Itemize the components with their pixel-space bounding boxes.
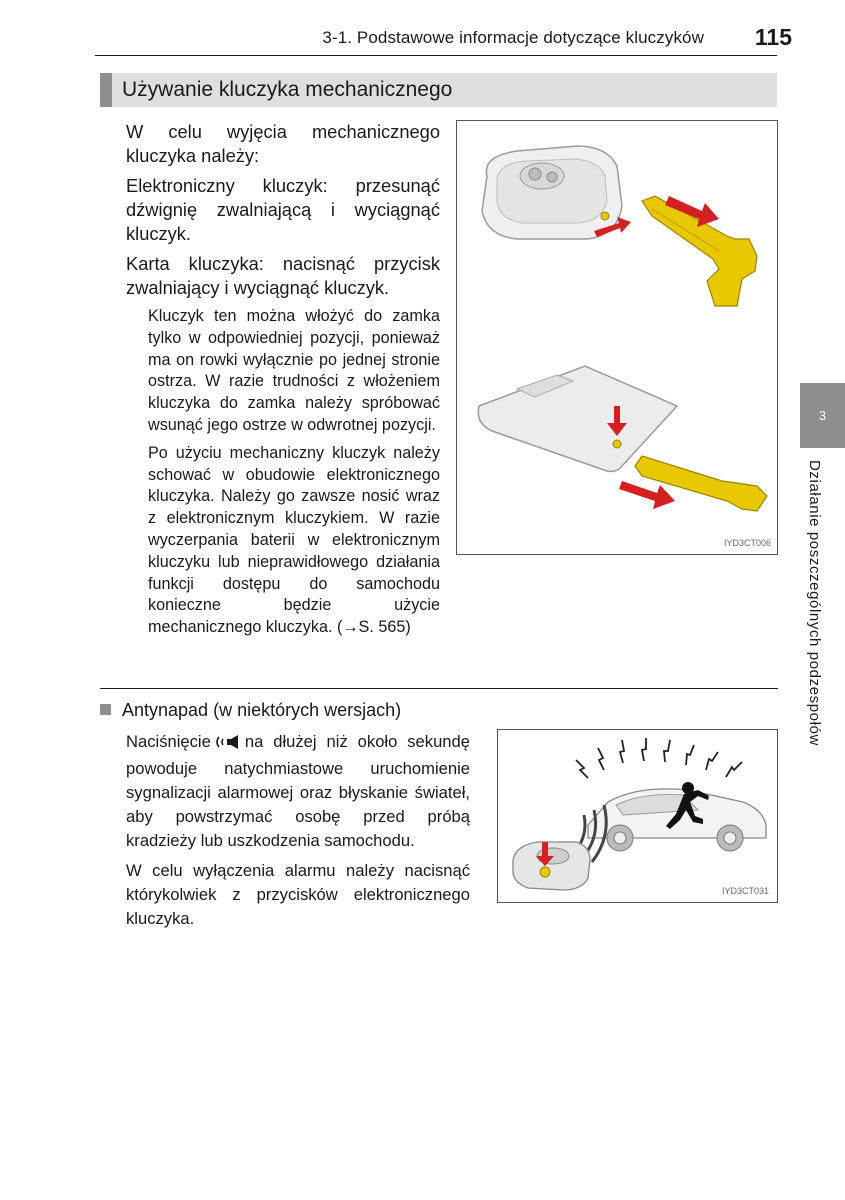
chapter-header-title: 3-1. Podstawowe informacje dotyczące kluczyków xyxy=(322,28,704,47)
subsection-heading-text: Antynapad (w niektórych wersjach) xyxy=(122,700,402,720)
body-paragraph: Karta kluczyka: nacisnąć przycisk zwalniający i wyciągnąć kluczyk. xyxy=(126,253,440,298)
key-card xyxy=(478,366,677,471)
page-number: 115 xyxy=(754,24,792,50)
pull-out-arrow-icon xyxy=(619,481,675,509)
subsection-paragraph: W celu wyłączenia alarmu należy nacisnąć którykolwiek z przycisków elektronicznego kluczyka. xyxy=(126,861,470,928)
mechanical-key-figure xyxy=(456,120,778,555)
electronic-key-fob xyxy=(482,146,622,239)
body-paragraph: W celu wyjęcia mechanicznego kluczyka należy: xyxy=(126,121,440,166)
square-bullet-icon xyxy=(100,704,111,715)
panic-alarm-illustration xyxy=(498,730,777,902)
alarm-signal-icon xyxy=(576,738,742,778)
note-paragraph: Kluczyk ten można włożyć do zamka tylko w odpowiedniej pozycji, ponieważ ma on rowki wyłącznie po jednej stronie ostrza. W razie trudności z włożeniem kluczyka do zamka należy spróbować wsunąć jego ostrze w odwrotnej pozycji. xyxy=(148,307,440,434)
subsection-heading xyxy=(100,700,480,721)
header-rule xyxy=(95,55,777,56)
section-divider xyxy=(100,688,778,689)
section-heading: Używanie kluczyka mechanicznego xyxy=(100,73,777,107)
chapter-side-label: Działanie poszczególnych podzespołów xyxy=(806,460,823,746)
panic-alarm-icon xyxy=(213,733,241,757)
main-body-text xyxy=(126,120,440,645)
chapter-tab: 3 xyxy=(800,383,845,448)
panic-alarm-figure xyxy=(497,729,778,903)
figure-code: IYD3CT006 xyxy=(723,538,771,548)
subsection-paragraph xyxy=(126,730,470,853)
subsection-text-before-icon: Naciśnięcie xyxy=(126,732,211,751)
mechanical-key-illustration xyxy=(457,121,777,554)
note-paragraph: Po użyciu mechaniczny kluczyk należy schować w obudowie elektronicznego kluczyka. Należy go zawsze nosić wraz z elektronicznym kluczykiem. W razie wyczerpania baterii w elektronicznym kluczyku lub nieprawidłowego działania funkcji dostępu do samochodu konieczne będzie użycie mechanicznego kluczyka. (→S. 565) xyxy=(148,443,440,637)
body-paragraph: Elektroniczny kluczyk: przesunąć dźwignię zwalniającą i wyciągnąć kluczyk. xyxy=(126,175,440,244)
electronic-key-fob xyxy=(513,842,590,890)
figure-code: IYD3CT031 xyxy=(721,886,769,896)
subsection-text-after-icon: na dłużej niż około sekundę powoduje natychmiastowe uruchomienie sygnalizacji alarmowej oraz błyskanie świateł, aby powstrzymać osobę przed próbą kradzieży lub uszkodzenia samochodu. xyxy=(126,732,470,850)
subsection-body-text xyxy=(126,730,470,937)
